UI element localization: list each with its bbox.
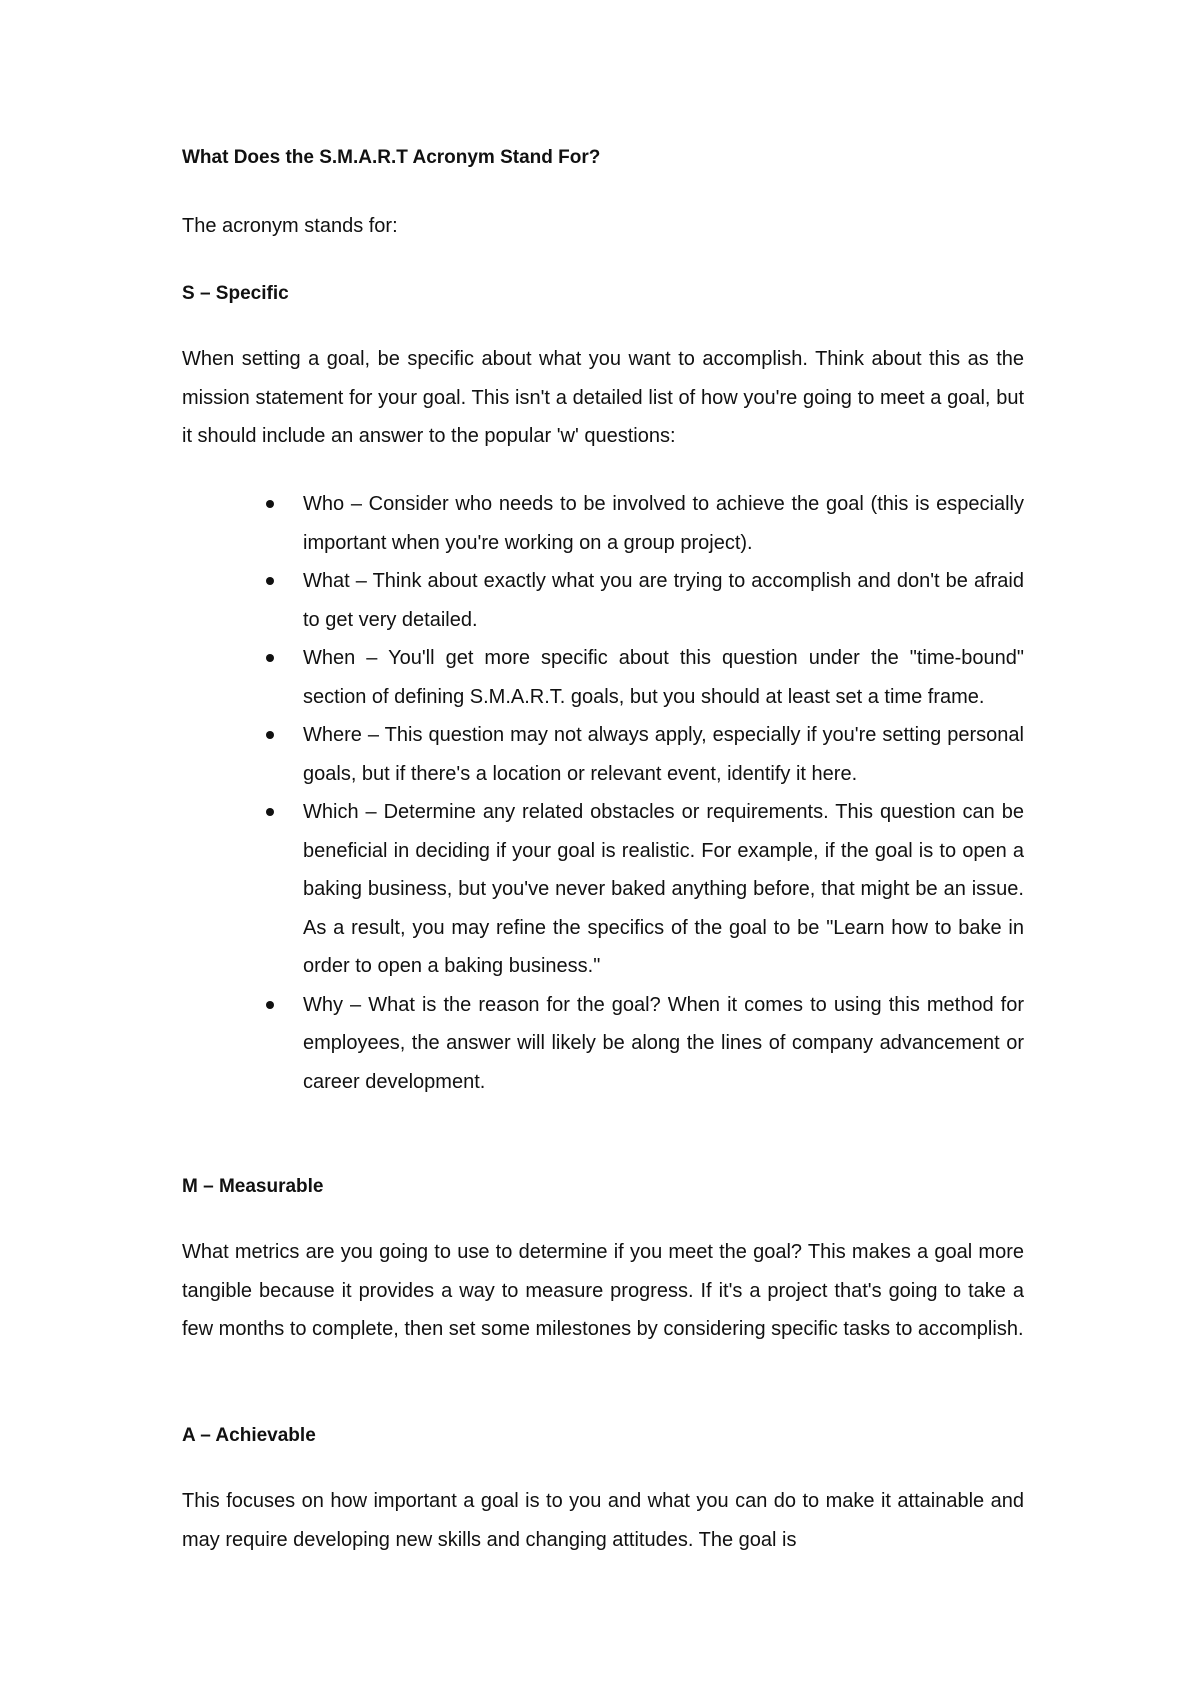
bullet-icon [266,1001,274,1009]
list-item [182,793,1024,986]
section-paragraph-specific: When setting a goal, be specific about what you want to accomplish. Think about this as the mission statement for your goal. This isn't a detailed list of how you're going to meet a goal, but it should include an answer to the popular 'w' questions: [182,348,1024,447]
list-item-text: Which – Determine any related obstacles or requirements. This question can be beneficial in deciding if your goal is realistic. For example, if the goal is to open a baking business, but you've never baked anything before, that might be an issue. As a result, you may refine the specifics of the goal to be "Learn how to bake in order to open a baking business." [303,801,1024,977]
document-page [182,0,1024,1696]
section-paragraph-measurable: What metrics are you going to use to determine if you meet the goal? This makes a goal more tangible because it provides a way to measure progress. If it's a project that's going to take a few months to complete, then set some milestones by considering specific tasks to accomplish. [182,1241,1024,1340]
list-item [182,485,1024,562]
list-item-text: Where – This question may not always apply, especially if you're setting personal goals, but if there's a location or relevant event, identify it here. [303,724,1024,785]
section-heading-achievable: A – Achievable [182,1425,316,1446]
section-paragraph-achievable: This focuses on how important a goal is to you and what you can do to make it attainable and may require developing new skills and changing attitudes. The goal is [182,1490,1024,1551]
list-item [182,562,1024,639]
section-heading-specific: S – Specific [182,283,289,304]
page-title: What Does the S.M.A.R.T Acronym Stand For? [182,147,601,168]
list-item-text: Why – What is the reason for the goal? When it comes to using this method for employees, the answer will likely be along the lines of company advancement or career development. [303,993,1024,1093]
list-item [182,639,1024,716]
list-item [182,986,1024,1102]
list-item [182,716,1024,793]
list-item-text: When – You'll get more specific about this question under the "time-bound" section of defining S.M.A.R.T. goals, but you should at least set a time frame. [303,647,1024,708]
bullet-icon [266,577,274,585]
intro-text: The acronym stands for: [182,215,398,237]
bullet-icon [266,808,274,816]
section-heading-measurable: M – Measurable [182,1176,324,1197]
bullet-icon [266,500,274,508]
bullet-icon [266,731,274,739]
list-item-text: What – Think about exactly what you are trying to accomplish and don't be afraid to get very detailed. [303,570,1024,631]
w-questions-list [182,485,1024,1101]
list-item-text: Who – Consider who needs to be involved to achieve the goal (this is especially important when you're working on a group project). [303,493,1024,554]
bullet-icon [266,654,274,662]
